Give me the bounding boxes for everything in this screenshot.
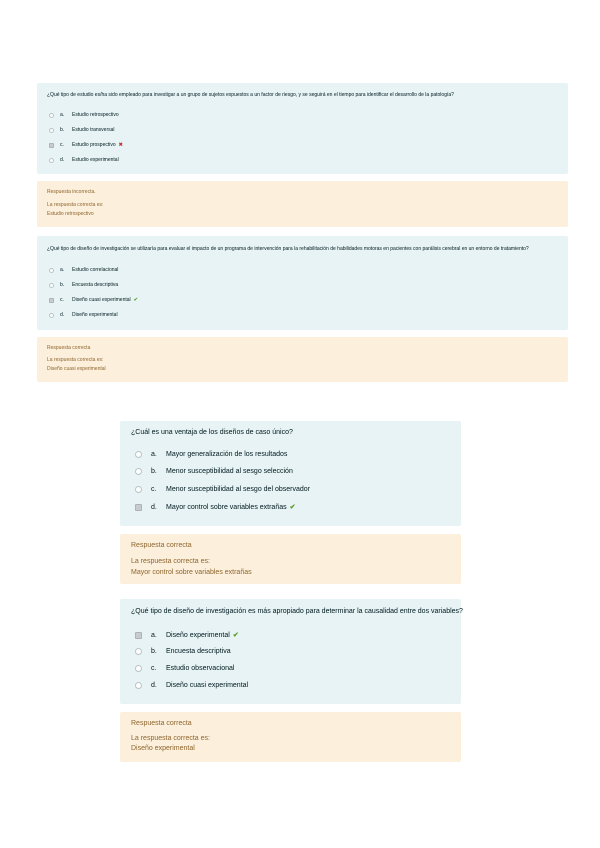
- option-label: Estudio observacional: [166, 665, 235, 672]
- radio-button-selected[interactable]: [135, 632, 142, 639]
- option-label: Mayor generalización de los resultados: [166, 451, 288, 458]
- option-label: Diseño cuasi experimental: [72, 297, 131, 303]
- feedback-title: Respuesta incorrecta.: [47, 189, 96, 195]
- option-b[interactable]: b. Encuesta descriptiva: [49, 282, 118, 288]
- radio-button[interactable]: [135, 486, 142, 493]
- option-label: Menor susceptibilidad al sesgo selección: [166, 468, 293, 475]
- radio-button[interactable]: [49, 313, 54, 318]
- radio-button-selected[interactable]: [135, 504, 142, 511]
- option-b[interactable]: b. Menor susceptibilidad al sesgo selección: [135, 468, 293, 475]
- option-label: Diseño experimental: [166, 631, 230, 639]
- option-a[interactable]: a. Estudio correlacional: [49, 267, 118, 273]
- correct-check-icon: ✔: [232, 632, 239, 639]
- feedback-title: Respuesta correcta: [47, 345, 91, 351]
- radio-button-selected[interactable]: [49, 298, 54, 303]
- option-a[interactable]: a. Estudio retrospectivo: [49, 112, 119, 118]
- correct-answer-value: Diseño cuasi experimental: [47, 366, 106, 372]
- option-d[interactable]: d. Diseño cuasi experimental: [135, 682, 248, 689]
- correct-answer-value: Estudio retrospectivo: [47, 211, 94, 217]
- option-label: Encuesta descriptiva: [166, 648, 231, 655]
- option-label: Encuesta descriptiva: [72, 282, 119, 288]
- question-card-3: [120, 421, 461, 526]
- feedback-title: Respuesta correcta: [131, 542, 192, 549]
- option-label: Estudio transversal: [72, 127, 115, 133]
- option-a[interactable]: a. Diseño experimental ✔: [135, 631, 239, 639]
- radio-button[interactable]: [49, 268, 54, 273]
- radio-button[interactable]: [49, 128, 54, 133]
- question-text: ¿Cuál es una ventaja de los diseños de caso único?: [131, 429, 293, 436]
- option-c[interactable]: c. Diseño cuasi experimental ✔: [49, 297, 138, 303]
- option-label: Estudio prospectivo: [72, 142, 116, 148]
- option-b[interactable]: b. Estudio transversal: [49, 127, 115, 133]
- correct-answer-label: La respuesta correcta es:: [47, 202, 104, 208]
- feedback-title: Respuesta correcta: [131, 720, 192, 727]
- radio-button[interactable]: [135, 468, 142, 475]
- feedback-box-2: [37, 337, 568, 382]
- question-card-1: [37, 83, 568, 174]
- option-label: Estudio correlacional: [72, 267, 119, 273]
- radio-button[interactable]: [135, 451, 142, 458]
- radio-button[interactable]: [49, 113, 54, 118]
- correct-answer-label: La respuesta correcta es:: [47, 357, 104, 363]
- option-label: Mayor control sobre variables extrañas: [166, 503, 287, 511]
- option-label: Estudio retrospectivo: [72, 112, 119, 118]
- radio-button[interactable]: [135, 648, 142, 655]
- option-d[interactable]: d. Estudio experimental: [49, 157, 119, 163]
- option-label: Menor susceptibilidad al sesgo del observador: [166, 486, 310, 493]
- feedback-box-1: [37, 181, 568, 227]
- correct-answer-label: La respuesta correcta es:: [131, 558, 210, 565]
- option-d[interactable]: d. Diseño experimental: [49, 312, 118, 318]
- feedback-box-4: [120, 712, 461, 762]
- question-text: ¿Qué tipo de diseño de investigación se utilizaría para evaluar el impacto de un programa de intervención para la rehabilitación de habilidades motoras en pacientes con parálisis cerebral en un entorno de tratamiento?: [47, 246, 529, 252]
- question-card-2: [37, 236, 568, 330]
- correct-answer-label: La respuesta correcta es:: [131, 735, 210, 742]
- radio-button[interactable]: [135, 682, 142, 689]
- correct-check-icon: ✔: [133, 297, 138, 303]
- radio-button[interactable]: [49, 158, 54, 163]
- option-b[interactable]: b. Encuesta descriptiva: [135, 648, 231, 655]
- radio-button[interactable]: [135, 665, 142, 672]
- option-c[interactable]: c. Estudio prospectivo ✖: [49, 142, 123, 148]
- option-label: Estudio experimental: [72, 157, 119, 163]
- option-c[interactable]: c. Estudio observacional: [135, 665, 235, 672]
- question-card-4: [120, 599, 461, 704]
- question-text: ¿Qué tipo de diseño de investigación es más apropiado para determinar la causalidad entre dos variables?: [131, 608, 463, 615]
- radio-button[interactable]: [49, 283, 54, 288]
- incorrect-icon: ✖: [118, 142, 123, 148]
- feedback-box-3: [120, 534, 461, 584]
- radio-button-selected[interactable]: [49, 143, 54, 148]
- correct-answer-value: Diseño experimental: [131, 745, 195, 752]
- option-label: Diseño experimental: [72, 312, 118, 318]
- correct-check-icon: ✔: [289, 504, 296, 511]
- correct-answer-value: Mayor control sobre variables extrañas: [131, 569, 252, 576]
- option-d[interactable]: d. Mayor control sobre variables extrañas ✔: [135, 503, 296, 511]
- option-c[interactable]: c. Menor susceptibilidad al sesgo del observador: [135, 486, 310, 493]
- option-label: Diseño cuasi experimental: [166, 682, 249, 689]
- question-text: ¿Qué tipo de estudio es/ha sido empleado para investigar a un grupo de sujetos expuestos a un factor de riesgo, y se seguirá en el tiempo para identificar el desarrollo de la patología?: [47, 92, 454, 98]
- option-a[interactable]: a. Mayor generalización de los resultados: [135, 451, 287, 458]
